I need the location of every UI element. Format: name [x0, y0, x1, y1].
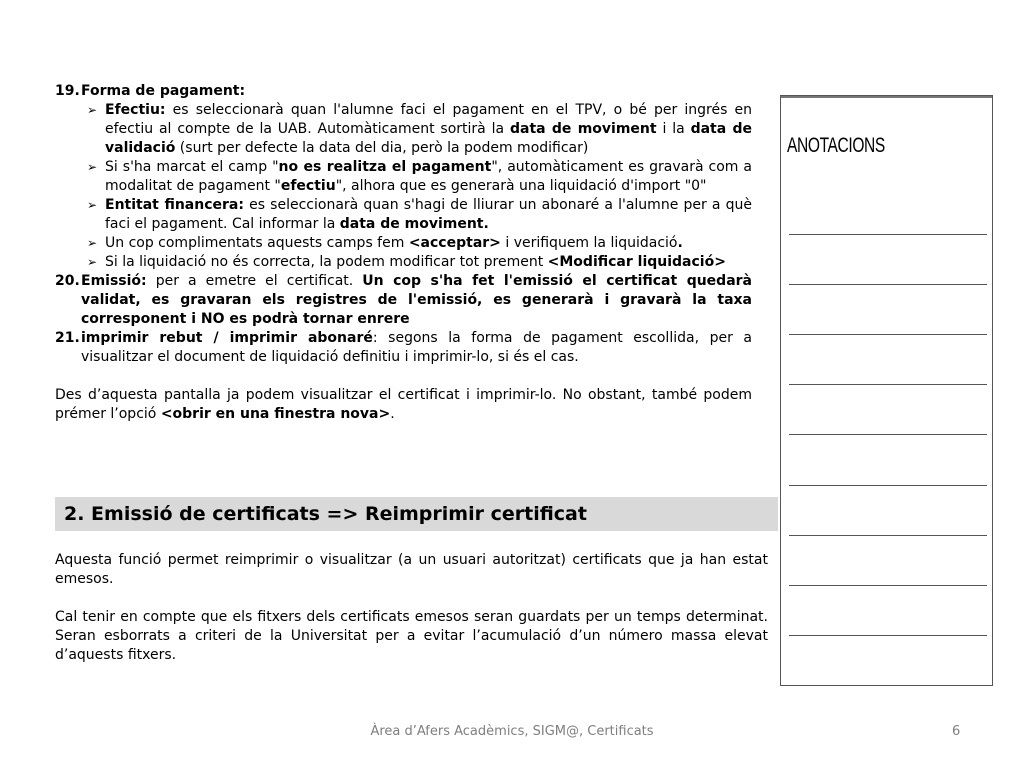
- bullet-text: [105, 159, 752, 194]
- bold-run: Efectiu:: [105, 102, 166, 118]
- bullet-text: [105, 102, 752, 156]
- section-paragraph: Cal tenir en compte que els fitxers dels certificats emesos seran guardats per un temps determinat. Seran esborrats a criteri de la Universitat per a evitar l’acumulació d’un número massa elevat d’aquests fitxers.: [55, 609, 768, 663]
- list-item: [55, 253, 752, 272]
- bold-run: <obrir en una finestra nova>: [160, 406, 391, 422]
- item-number: 19.: [55, 83, 80, 99]
- instructions-text: [55, 82, 752, 424]
- item-19: [55, 82, 752, 101]
- bold-run: efectiu: [280, 178, 336, 194]
- note-line: [789, 234, 987, 235]
- list-item: [55, 158, 752, 196]
- text-run: .: [390, 406, 395, 422]
- section-header: [55, 497, 778, 531]
- note-line: [789, 635, 987, 636]
- text-run: per a emetre el certificat.: [146, 273, 363, 289]
- text-run: (surt per defecte la data del dia, però la podem modificar): [175, 140, 589, 156]
- text-run: : segons la forma de pagament escollida, per a visualitzar el document de liquidació definitiu i imprimir-lo, si és el cas.: [81, 330, 752, 365]
- note-line: [789, 284, 987, 285]
- closing-paragraph: [55, 386, 752, 424]
- section-paragraph: Aquesta funció permet reimprimir o visualitzar (a un usuari autoritzat) certificats que ja han estat emesos.: [55, 552, 768, 587]
- text-run: i verifiquem la liquidació: [500, 235, 678, 251]
- arrow-bullet-icon: ➢: [87, 198, 98, 212]
- bold-run: .: [677, 235, 683, 251]
- notes-title: ANOTACIONS: [787, 134, 885, 157]
- note-line: [789, 434, 987, 435]
- text-run: Si s'ha marcat el camp ": [105, 159, 279, 175]
- item-title: Forma de pagament:: [81, 83, 246, 99]
- text-run: Des d’aquesta pantalla ja podem visualitzar el certificat i imprimir-lo. No obstant, també podem prémer l’opció: [55, 387, 752, 422]
- footer-text: Àrea d’Afers Acadèmics, SIGM@, Certificats: [370, 724, 654, 739]
- item-21: [55, 329, 752, 367]
- bold-run: data de moviment.: [339, 216, 489, 232]
- item-number: 20.: [55, 273, 80, 289]
- bold-run: <acceptar>: [408, 235, 501, 251]
- bold-run: no es realitza el pagament: [278, 159, 492, 175]
- text-run: ", automàticament es gravarà com a modalitat de pagament ": [105, 159, 752, 194]
- text-run: es seleccionarà quan s'hagi de lliurar un abonaré a l'alumne per a què faci el pagament. Cal informar la: [105, 197, 752, 232]
- bullet-text: [105, 235, 683, 251]
- item-20: [55, 272, 752, 329]
- arrow-bullet-icon: ➢: [87, 255, 98, 269]
- arrow-bullet-icon: ➢: [87, 160, 98, 174]
- bold-run: <Modificar liquidació>: [547, 254, 726, 270]
- arrow-bullet-icon: ➢: [87, 236, 98, 250]
- note-line: [789, 485, 987, 486]
- notes-panel: [780, 95, 993, 686]
- bold-run: Un cop s'ha fet l'emissió el certificat quedarà validat, es gravaran els registres de l'emissió, es generarà i gravarà la taxa corresponent i NO es podrà tornar enrere: [81, 273, 752, 327]
- section-body: [55, 551, 768, 665]
- bullet-text: [105, 254, 726, 270]
- bold-run: data de validació: [105, 121, 753, 156]
- bullet-text: [105, 197, 752, 232]
- item-text: [81, 330, 752, 365]
- text-run: es seleccionarà quan l'alumne faci el pagament en el TPV, o bé per ingrés en efectiu al compte de la UAB. Automàticament sortirà la: [105, 102, 752, 137]
- page-number: 6: [952, 724, 961, 739]
- bold-run: Emissió:: [81, 273, 147, 289]
- list-item: [55, 101, 752, 158]
- text-run: Un cop complimentats aquests camps fem: [105, 235, 409, 251]
- item-number: 21.: [55, 330, 80, 346]
- list-item: [55, 196, 752, 234]
- note-line: [789, 535, 987, 536]
- bold-run: Entitat financera:: [105, 197, 244, 213]
- note-line: [789, 585, 987, 586]
- note-line: [789, 334, 987, 335]
- bold-run: imprimir rebut / imprimir abonaré: [81, 330, 373, 346]
- bold-run: data de moviment: [509, 121, 657, 137]
- text-run: Si la liquidació no és correcta, la podem modificar tot prement: [105, 254, 548, 270]
- note-line: [789, 384, 987, 385]
- item-text: [81, 273, 752, 327]
- text-run: i la: [656, 121, 691, 137]
- arrow-bullet-icon: ➢: [87, 103, 98, 117]
- section-title: 2. Emissió de certificats => Reimprimir certificat: [64, 503, 587, 525]
- payment-options-list: [55, 101, 752, 272]
- list-item: [55, 234, 752, 253]
- text-run: ", alhora que es generarà una liquidació d'import "0": [335, 178, 707, 194]
